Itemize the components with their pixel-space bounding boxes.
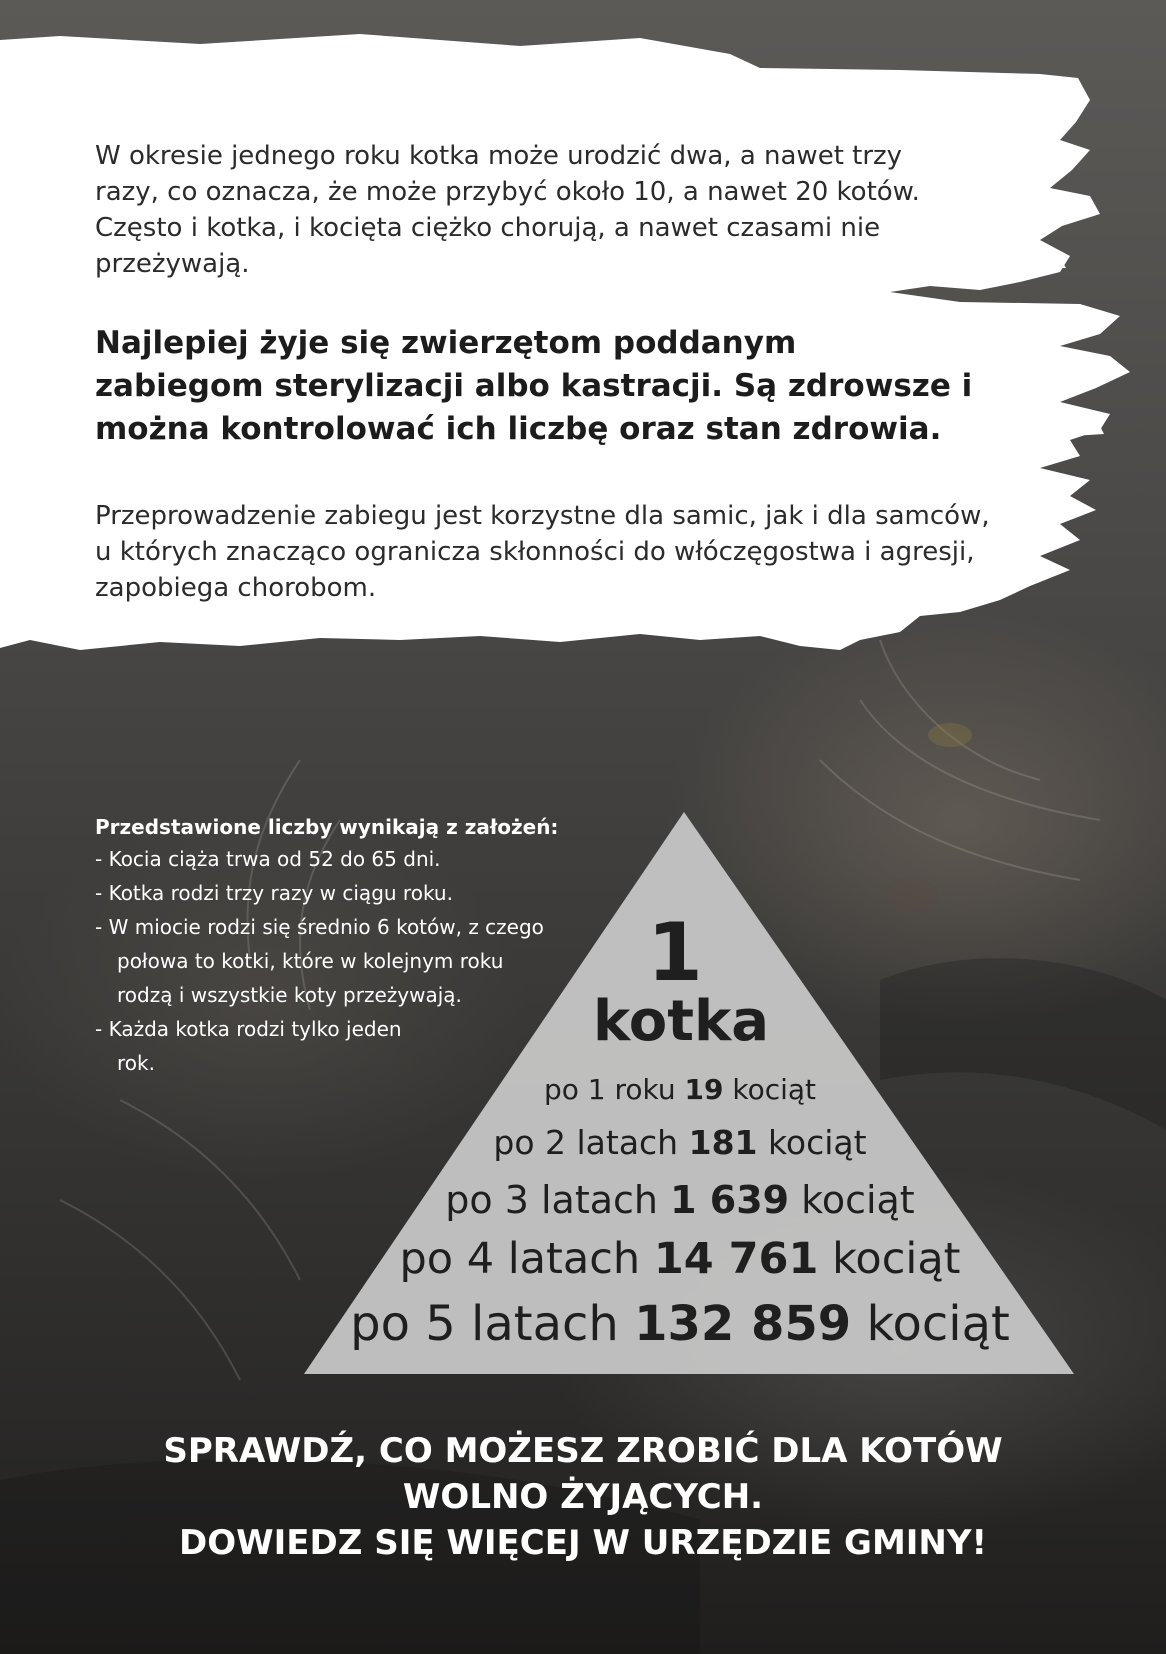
- row-prefix: po 2 latach: [493, 1123, 679, 1162]
- row-suffix: kociąt: [768, 1123, 867, 1162]
- benefits-paragraph: Przeprowadzenie zabiegu jest korzystne dla samic, jak i dla samców, u których znacząco ogranicza skłonności do włóczęgostwa i agresji, zapobiega chorobom.: [95, 501, 990, 603]
- cta-line: SPRAWDŹ, CO MOŻESZ ZROBIĆ DLA KOTÓW: [163, 1431, 1003, 1471]
- pyramid-row-year-2: [0, 1122, 1166, 1164]
- pyramid-number: 1: [647, 906, 703, 999]
- row-suffix: kociąt: [832, 1234, 961, 1284]
- pyramid-row-year-5: [0, 1294, 1166, 1354]
- row-suffix: kociąt: [732, 1073, 817, 1106]
- intro-paragraph: W okresie jednego roku kotka może urodzić dwa, a nawet trzy razy, co oznacza, że może przybyć około 10, a nawet 20 kotów. Często i kotka, i kocięta ciężko chorują, a nawet czasami nie przeżywają.: [95, 141, 920, 279]
- assumption-item: - Kotka rodzi trzy razy w ciągu roku.: [95, 881, 453, 905]
- pyramid-row-year-4: [0, 1232, 1166, 1286]
- row-count: 19: [684, 1073, 724, 1106]
- row-count: 132 859: [634, 1296, 852, 1352]
- assumption-item: - Każda kotka rodzi tylko jeden rok.: [95, 1017, 402, 1075]
- row-suffix: kociąt: [801, 1178, 915, 1222]
- row-count: 181: [688, 1123, 758, 1162]
- cta-line: WOLNO ŻYJĄCYCH.: [402, 1477, 764, 1517]
- highlight-paragraph: Najlepiej żyje się zwierzętom poddanym zabiegom sterylizacji albo kastracji. Są zdrowsze i można kontrolować ich liczbę oraz stan zdrowia.: [95, 325, 973, 447]
- row-prefix: po 3 latach: [445, 1178, 658, 1222]
- row-prefix: po 5 latach: [350, 1296, 619, 1352]
- call-to-action: [0, 1428, 1166, 1566]
- pyramid-label: kotka: [592, 989, 769, 1054]
- row-count: 14 761: [653, 1234, 819, 1284]
- pyramid-row-year-3: [0, 1176, 1166, 1224]
- row-suffix: kociąt: [866, 1296, 1010, 1352]
- row-count: 1 639: [670, 1178, 790, 1222]
- assumptions-heading: Przedstawione liczby wynikają z założeń:: [95, 815, 559, 839]
- assumption-item: - Kocia ciąża trwa od 52 do 65 dni.: [95, 847, 441, 871]
- assumption-item: - W miocie rodzi się średnio 6 kotów, z czego połowa to kotki, które w kolejnym roku rodzą i wszystkie koty przeżywają.: [95, 915, 544, 1007]
- pyramid-row-year-1: [0, 1072, 1166, 1108]
- row-prefix: po 1 roku: [543, 1073, 676, 1106]
- row-prefix: po 4 latach: [399, 1234, 641, 1284]
- cta-line: DOWIEDZ SIĘ WIĘCEJ W URZĘDZIE GMINY!: [178, 1523, 988, 1563]
